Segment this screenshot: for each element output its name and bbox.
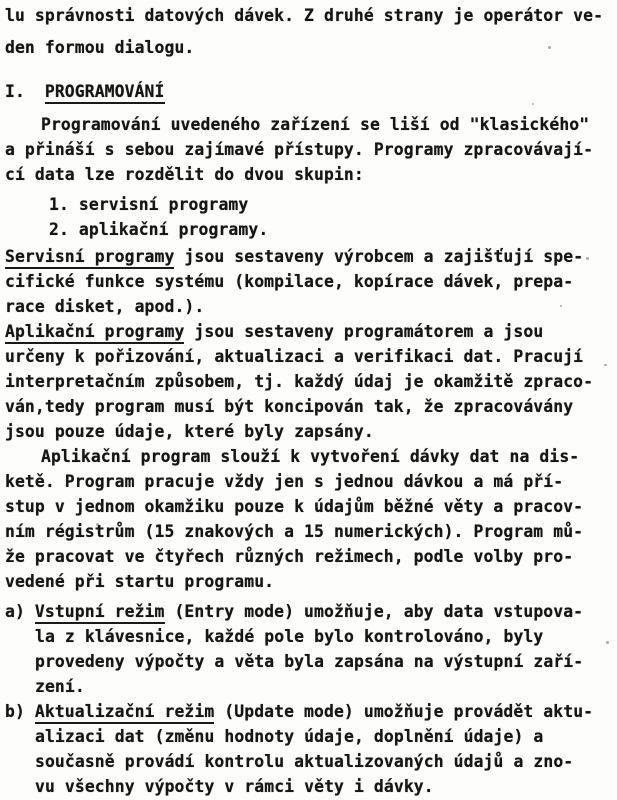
text-segment: Aplikační program slouží k vytvoření dávky dat na dis-: [41, 447, 580, 466]
text-segment: alizaci dat (změnu hodnoty údaje, doplnění údaje) a: [35, 727, 544, 746]
text-line: [5, 569, 611, 594]
text-line: [5, 369, 611, 394]
scan-speck: [586, 257, 589, 260]
text-segment: jsou pouze údaje, které byly zapsány.: [5, 422, 374, 441]
text-line: [5, 79, 611, 104]
text-segment: (Entry mode) umožňuje, aby data vstupova-: [164, 602, 584, 621]
scan-speck: [560, 305, 562, 307]
text-line: [5, 319, 611, 344]
text-segment: současně provádí kontrolu aktualizovaných údajů a zno-: [35, 752, 574, 771]
scan-speck: [96, 523, 99, 526]
text-line: [5, 112, 611, 137]
text-segment: vedené při startu programu.: [5, 572, 275, 591]
text-segment: ním régistrům (15 znakových a 15 numerických). Program mů-: [5, 522, 584, 541]
text-segment: ketě. Program pracuje vždy jen s jednou dávkou a má pří-: [5, 472, 564, 491]
text-segment: jsou sestaveny výrobcem a zajišťují spe-: [174, 247, 584, 266]
text-line: [5, 624, 611, 649]
text-line: [5, 599, 611, 624]
text-segment: lu správnosti datových dávek. Z druhé strany je operátor ve-: [5, 6, 604, 25]
text-line: [5, 35, 611, 60]
text-segment: a přináší s sebou zajímavé přístupy. Programy zpracovávají-: [5, 140, 594, 159]
text-line: [5, 444, 611, 469]
text-segment: jsou sestaveny programátorem a jsou: [184, 322, 544, 341]
text-segment: 2. aplikační programy.: [49, 220, 269, 239]
text-segment: den formou dialogu.: [5, 38, 195, 57]
text-line: [5, 469, 611, 494]
text-line: [5, 192, 611, 217]
text-segment: cí data lze rozdělit do dvou skupin:: [5, 165, 364, 184]
text-line: [5, 774, 611, 799]
scan-speck: [154, 196, 157, 198]
text-segment: stup v jednom okamžiku pouze k údajům běžné věty a pracov-: [5, 497, 584, 516]
text-line: [5, 724, 611, 749]
scan-speck: [604, 364, 607, 366]
document-body: [5, 3, 611, 799]
underlined-text: PROGRAMOVÁNÍ: [45, 82, 165, 104]
scan-speck: [548, 46, 551, 49]
text-segment: vu všechny výpočty v rámci věty i dávky.: [35, 777, 434, 796]
text-line: [5, 749, 611, 774]
text-segment: určeny k pořizování, aktualizaci a verifikaci dat. Pracují: [5, 347, 584, 366]
text-line: [5, 269, 611, 294]
text-line: [5, 699, 611, 724]
text-segment: Programování uvedeného zařízení se liší od "klasického": [41, 115, 590, 134]
underlined-text: Servisní programy: [5, 247, 174, 269]
text-line: [5, 3, 611, 28]
text-line: [5, 649, 611, 674]
text-line: [5, 674, 611, 699]
text-line: [5, 544, 611, 569]
text-line: [5, 162, 611, 187]
text-segment: I.: [5, 82, 45, 101]
text-line: [5, 494, 611, 519]
text-line: [5, 394, 611, 419]
underlined-text: Aplikační programy: [5, 322, 184, 344]
underlined-text: Vstupní režim: [35, 602, 165, 624]
text-segment: provedeny výpočty a věta byla zapsána na výstupní zaří-: [35, 652, 584, 671]
text-segment: že pracovat ve čtyřech různých režimech, podle volby pro-: [5, 547, 574, 566]
scan-speck: [606, 641, 609, 644]
scan-speck: [532, 103, 534, 105]
text-line: [5, 344, 611, 369]
text-line: [5, 294, 611, 319]
text-line: [5, 137, 611, 162]
text-segment: b): [5, 702, 35, 721]
text-line: [5, 419, 611, 444]
text-line: [5, 244, 611, 269]
text-segment: la z klávesnice, každé pole bylo kontrolováno, byly: [35, 627, 544, 646]
text-segment: (Update mode) umožňuje provádět aktu-: [214, 702, 594, 721]
text-segment: interpretačním způsobem, tj. každý údaj je okamžitě zpraco-: [5, 372, 594, 391]
text-segment: ván,tedy program musí být koncipován tak, že zpracovávány: [5, 397, 574, 416]
underlined-text: Aktualizační režim: [35, 702, 214, 724]
text-segment: cifické funkce systému (kompilace, kopírace dávek, prepa-: [5, 272, 574, 291]
text-line: [5, 217, 611, 242]
text-segment: 1. servisní programy: [49, 195, 249, 214]
text-segment: race disket, apod.).: [5, 297, 205, 316]
text-segment: a): [5, 602, 35, 621]
text-segment: zení.: [35, 677, 85, 696]
